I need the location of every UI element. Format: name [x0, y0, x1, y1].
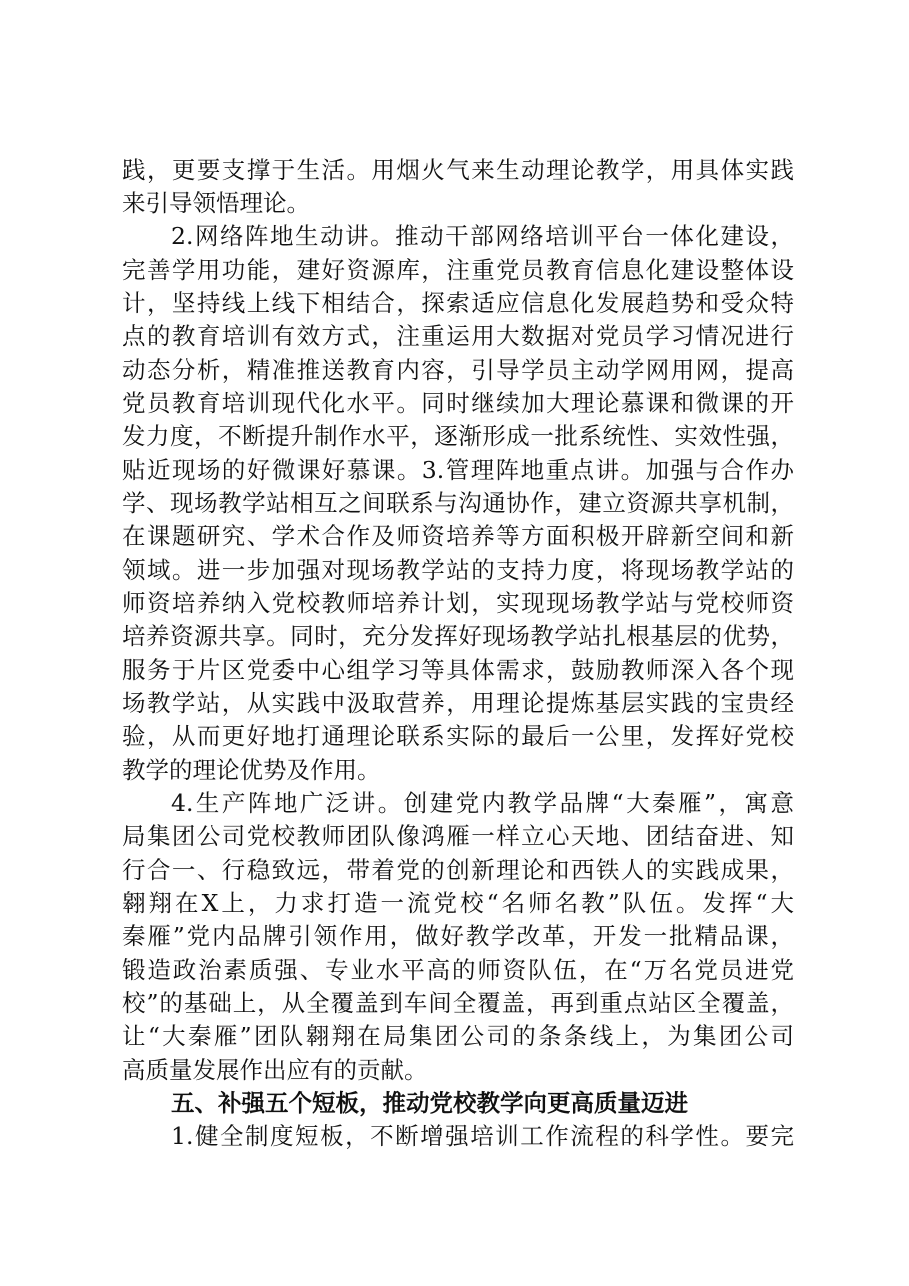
text-line: 师资培养纳入党校教师培养计划，实现现场教学站与党校师资: [122, 589, 794, 617]
paragraph-start-line: 4.生产阵地广泛讲。创建党内教学品牌“大秦雁”，寓意: [171, 789, 794, 817]
text-line: 服务于片区党委中心组学习等具体需求，鼓励教师深入各个现: [122, 656, 794, 684]
text-line: 场教学站，从实践中汲取营养，用理论提炼基层实践的宝贵经: [122, 689, 794, 717]
text-line: 教学的理论优势及作用。: [122, 756, 381, 784]
text-line: 动态分析，精准推送教育内容，引导学员主动学网用网，提高: [122, 356, 794, 384]
text-line: 完善学用功能，建好资源库，注重党员教育信息化建设整体设: [122, 256, 794, 284]
paragraph-start-line: 1.健全制度短板，不断增强培训工作流程的科学性。要完: [171, 1122, 794, 1150]
text-line: 领域。进一步加强对现场教学站的支持力度，将现场教学站的: [122, 556, 794, 584]
text-line: 秦雁”党内品牌引领作用，做好教学改革，开发一批精品课，: [122, 922, 794, 950]
text-line: 翱翔在X上，力求打造一流党校“名师名教”队伍。发挥“大: [122, 889, 794, 917]
text-line: 计，坚持线上线下相结合，探索适应信息化发展趋势和受众特: [122, 289, 794, 317]
text-line: 局集团公司党校教师团队像鸿雁一样立心天地、团结奋进、知: [122, 822, 794, 850]
text-line: 培养资源共享。同时，充分发挥好现场教学站扎根基层的优势，: [122, 622, 794, 650]
text-line: 践，更要支撑于生活。用烟火气来生动理论教学，用具体实践: [122, 156, 794, 184]
text-line: 行合一、行稳致远，带着党的创新理论和西铁人的实践成果，: [122, 856, 794, 884]
text-line: 高质量发展作出应有的贡献。: [122, 1056, 428, 1084]
text-line: 学、现场教学站相互之间联系与沟通协作，建立资源共享机制，: [122, 489, 794, 517]
text-line: 在课题研究、学术合作及师资培养等方面积极开辟新空间和新: [122, 522, 794, 550]
text-line: 锻造政治素质强、专业水平高的师资队伍，在“万名党员进党: [122, 956, 794, 984]
text-line: 贴近现场的好微课好慕课。3.管理阵地重点讲。加强与合作办: [122, 456, 794, 484]
text-line: 点的教育培训有效方式，注重运用大数据对党员学习情况进行: [122, 322, 794, 350]
text-line: 党员教育培训现代化水平。同时继续加大理论慕课和微课的开: [122, 389, 794, 417]
text-line: 让“大秦雁”团队翱翔在局集团公司的条条线上，为集团公司: [122, 1022, 794, 1050]
text-line: 来引导领悟理论。: [122, 189, 310, 217]
text-line: 校”的基础上，从全覆盖到车间全覆盖，再到重点站区全覆盖，: [122, 989, 794, 1017]
paragraph-start-line: 2.网络阵地生动讲。推动干部网络培训平台一体化建设，: [171, 222, 794, 250]
text-line: 发力度，不断提升制作水平，逐渐形成一批系统性、实效性强，: [122, 422, 794, 450]
text-line: 验，从而更好地打通理论联系实际的最后一公里，发挥好党校: [122, 722, 794, 750]
section-heading: 五、补强五个短板，推动党校教学向更高质量迈进: [171, 1089, 688, 1117]
